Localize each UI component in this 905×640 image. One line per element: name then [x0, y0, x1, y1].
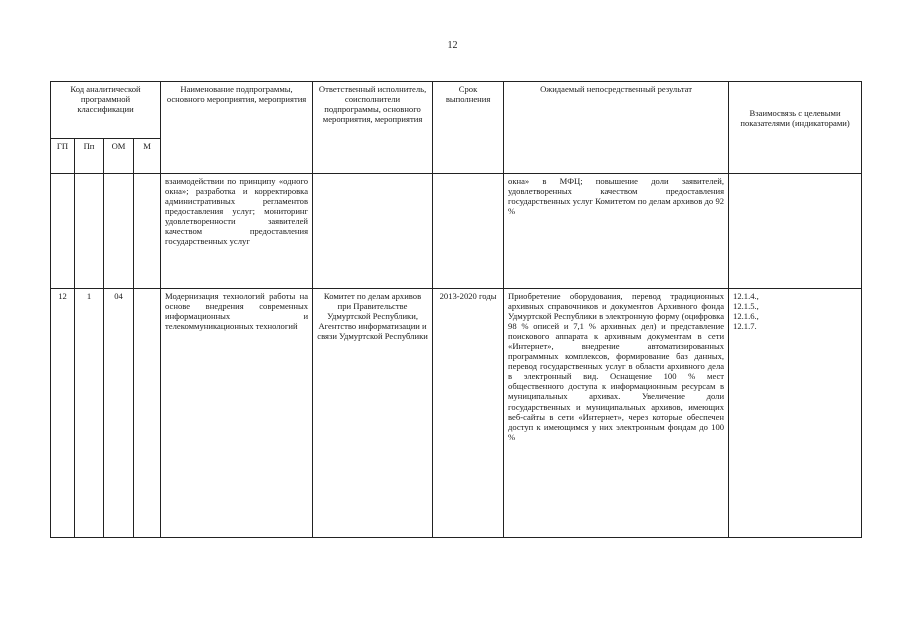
cell-om: 04: [104, 289, 134, 538]
cell-executor: Комитет по делам архивов при Правительстве Удмуртской Республики, Агентство информатизации и связи Удмуртской Республики: [313, 289, 433, 538]
cell-m: [134, 289, 161, 538]
cell-pp: [75, 174, 104, 289]
code-column-pp: Пп: [75, 139, 104, 174]
term-header: Срок выполнения: [433, 82, 504, 174]
table-row: [51, 174, 862, 289]
cell-indicators: [729, 289, 862, 538]
code-column-m: М: [134, 139, 161, 174]
indicator-code: 12.1.6.,: [733, 311, 759, 322]
name-header: Наименование подпрограммы, основного мероприятия, мероприятия: [161, 82, 313, 174]
table-row: [51, 289, 862, 538]
code-column-gp: ГП: [51, 139, 75, 174]
cell-executor: [313, 174, 433, 289]
cell-pp: 1: [75, 289, 104, 538]
activities-table: [50, 81, 862, 538]
cell-term: 2013-2020 годы: [433, 289, 504, 538]
indicator-code: 12.1.7.: [733, 321, 757, 332]
indicator-code: 12.1.4.,: [733, 291, 759, 301]
cell-gp: [51, 174, 75, 289]
cell-indicators: [729, 174, 862, 289]
cell-result: окна» в МФЦ; повышение доли заявителей, удовлетворенных качеством предоставления государственных услуг Комитетом по делам архивов до 92 %: [504, 174, 729, 289]
cell-term: [433, 174, 504, 289]
indicators-header: Взаимосвязь с целевыми показателями (индикаторами): [729, 82, 862, 174]
cell-name: Модернизация технологий работы на основе внедрения современных информационных и телекоммуникационных технологий: [161, 289, 313, 538]
cell-gp: 12: [51, 289, 75, 538]
code-column-om: ОМ: [104, 139, 134, 174]
indicator-code: 12.1.5.,: [733, 301, 759, 312]
cell-name: взаимодействии по принципу «одного окна»; разработка и корректировка административных регламентов предоставления услуг; мониторинг удовлетворенности заявителей качеством предоставления государственных услуг: [161, 174, 313, 289]
cell-result: Приобретение оборудования, перевод традиционных архивных справочников и документов Архивного фонда Удмуртской Республики в электронную форму (оцифровка 98 % описей и 7,1 % архивных дел) и представление поискового аппарата к архивным документам в сети «Интернет», внедрение автоматизированных программных комплексов, формирование баз данных, перевод государственных услуг в области архивного дела в электронный вид. Оснащение 100 % мест общественного доступа к информационным ресурсам в муниципальных архивах. Увеличение доли государственных и муниципальных архивов, имеющих веб-сайты в сети «Интернет», через которые обеспечен доступ к имеющимся у них электронным фондам до 100 %: [504, 289, 729, 538]
page-number: 12: [447, 40, 458, 51]
cell-om: [104, 174, 134, 289]
cell-m: [134, 174, 161, 289]
executor-header: Ответственный исполнитель, соисполнители подпрограммы, основного мероприятия, мероприятия: [313, 82, 433, 174]
result-header: Ожидаемый непосредственный результат: [504, 82, 729, 174]
code-group-header: Код аналитической программной классификации: [51, 82, 161, 139]
